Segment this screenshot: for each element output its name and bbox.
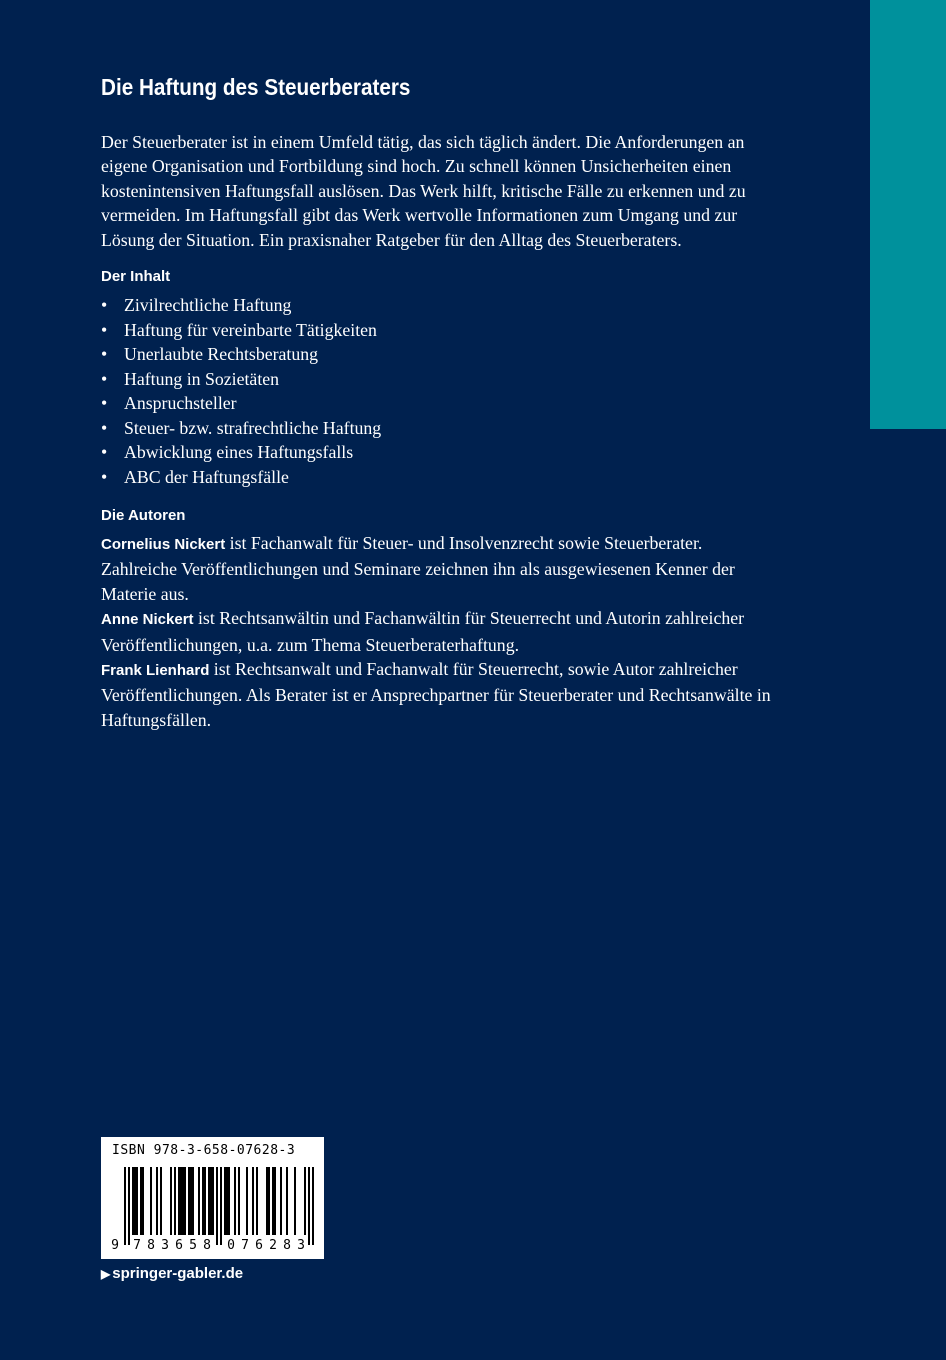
barcode-bar — [280, 1167, 282, 1235]
barcode-bar — [294, 1167, 296, 1235]
website-url: springer-gabler.de — [112, 1265, 244, 1282]
barcode-bar — [184, 1167, 186, 1235]
bullet-icon: • — [101, 417, 108, 438]
barcode-digit: 8 — [283, 1238, 291, 1253]
barcode-bar — [216, 1167, 218, 1245]
bullet-icon: • — [101, 295, 108, 315]
isbn-label: ISBN 978-3-658-07628-3 — [112, 1143, 296, 1158]
barcode-bar — [226, 1167, 228, 1235]
barcode-bar — [142, 1167, 144, 1235]
page-title: Die Haftung des Steuerberaters — [101, 74, 411, 100]
barcode-bar — [160, 1167, 162, 1235]
authors-heading: Die Autoren — [101, 507, 186, 524]
barcode-bar — [268, 1167, 270, 1235]
list-item: • Abwicklung eines Haftungsfalls — [101, 440, 381, 465]
barcode-digit: 3 — [297, 1238, 305, 1253]
author-entry — [101, 657, 781, 732]
barcode-bar — [266, 1167, 268, 1235]
bullet-icon: • — [101, 393, 108, 413]
authors-section — [101, 531, 781, 732]
teal-accent-bar — [870, 0, 946, 429]
list-item: • Zivilrechtliche Haftung — [101, 293, 381, 318]
barcode-bar — [174, 1167, 176, 1235]
author-name: Cornelius Nickert — [101, 536, 226, 553]
barcode-bar — [124, 1167, 126, 1245]
barcode-bar — [220, 1167, 222, 1245]
barcode-bar — [212, 1167, 214, 1235]
bullet-icon: • — [101, 319, 108, 340]
barcode-digit: 3 — [161, 1238, 169, 1253]
bullet-icon: • — [101, 344, 108, 364]
barcode-bar — [134, 1167, 136, 1235]
barcode-digit: 2 — [269, 1238, 277, 1253]
barcode-bar — [252, 1167, 254, 1235]
barcode-digit: 8 — [203, 1238, 211, 1253]
barcode-graphic — [101, 1137, 324, 1259]
barcode-bar — [274, 1167, 276, 1235]
author-name: Frank Lienhard — [101, 662, 210, 680]
barcode-bar — [136, 1167, 138, 1235]
list-item: • Steuer- bzw. strafrechtliche Haftung — [101, 416, 381, 441]
barcode-bar — [208, 1167, 210, 1235]
arrow-right-icon: ▶ — [101, 1267, 111, 1281]
bullet-icon: • — [101, 466, 108, 487]
contents-list — [101, 293, 381, 489]
barcode-bar — [140, 1167, 142, 1235]
barcode-bar — [286, 1167, 288, 1235]
barcode-bar — [192, 1167, 194, 1235]
barcode-digit: 5 — [189, 1238, 197, 1253]
barcode-digit: 9 — [111, 1238, 119, 1253]
barcode-bar — [178, 1167, 180, 1235]
barcode-bar — [304, 1167, 306, 1235]
bullet-icon: • — [101, 368, 108, 389]
barcode-bar — [246, 1167, 248, 1235]
author-entry — [101, 606, 781, 657]
bullet-icon: • — [101, 442, 108, 462]
barcode-bar — [170, 1167, 172, 1235]
barcode-bar — [180, 1167, 182, 1235]
website-link[interactable] — [101, 1265, 243, 1282]
barcode-digit: 6 — [175, 1238, 183, 1253]
barcode-bar — [190, 1167, 192, 1235]
author-entry — [101, 531, 781, 606]
barcode-bar — [228, 1167, 230, 1235]
list-item: • Anspruchsteller — [101, 391, 381, 416]
barcode-digit: 6 — [255, 1238, 263, 1253]
list-item: • Unerlaubte Rechtsberatung — [101, 342, 381, 367]
list-item: • Haftung für vereinbarte Tätigkeiten — [101, 318, 381, 343]
barcode-bar — [188, 1167, 190, 1235]
barcode-digit: 8 — [147, 1238, 155, 1253]
barcode-bar — [272, 1167, 274, 1235]
barcode-bar — [198, 1167, 200, 1235]
intro-paragraph: Der Steuerberater ist in einem Umfeld tätig, das sich täglich ändert. Die Anforderungen an eigene Organisation und Fortbildung sind hoch. Zu schnell können Unsicherheiten einen kostenintensiven Haftungsfall auslösen. Das Werk hilft, kritische Fälle zu erkennen und zu vermeiden. Im Haftungsfall gibt das Werk wertvolle Informationen zum Umgang und zur Lösung der Situation. Ein praxisnaher Ratgeber für den Alltag des Steuerberaters. — [101, 132, 746, 250]
barcode-bar — [156, 1167, 158, 1235]
author-bio: ist Rechtsanwalt und Fachanwalt für Steuerrecht, sowie Autor zahlreicher Veröffentlichungen. Als Berater ist er Ansprechpartner für Steuerberater und Rechtsanwälte in Haftungsfällen. — [101, 659, 771, 730]
barcode-bar — [132, 1167, 134, 1235]
barcode-bar — [128, 1167, 130, 1245]
barcode-digit: 7 — [133, 1238, 141, 1253]
barcode-bar — [182, 1167, 184, 1235]
list-item: • ABC der Haftungsfälle — [101, 465, 381, 490]
barcode-digit: 7 — [241, 1238, 249, 1253]
barcode-bar — [210, 1167, 212, 1235]
barcode-bar — [202, 1167, 204, 1235]
barcode-digit: 0 — [227, 1238, 235, 1253]
contents-heading: Der Inhalt — [101, 268, 171, 285]
author-bio: ist Rechtsanwältin und Fachanwältin für Steuerrecht und Autorin zahlreicher Veröffentlichungen, u.a. zum Thema Steuerberaterhaftung. — [101, 608, 745, 655]
barcode-bar — [308, 1167, 310, 1245]
isbn-barcode — [101, 1137, 324, 1259]
author-bio: ist Fachanwalt für Steuer- und Insolvenzrecht sowie Steuerberater. Zahlreiche Veröffentlichungen und Seminare zeichnen ihn als ausgewiesenen Kenner der Materie aus. — [101, 533, 735, 604]
barcode-bar — [238, 1167, 240, 1235]
list-item: • Haftung in Sozietäten — [101, 367, 381, 392]
barcode-bar — [234, 1167, 236, 1235]
author-name: Anne Nickert — [101, 611, 194, 629]
barcode-bar — [204, 1167, 206, 1235]
barcode-bar — [312, 1167, 314, 1245]
barcode-bar — [256, 1167, 258, 1235]
barcode-bar — [150, 1167, 152, 1235]
barcode-bar — [224, 1167, 226, 1235]
